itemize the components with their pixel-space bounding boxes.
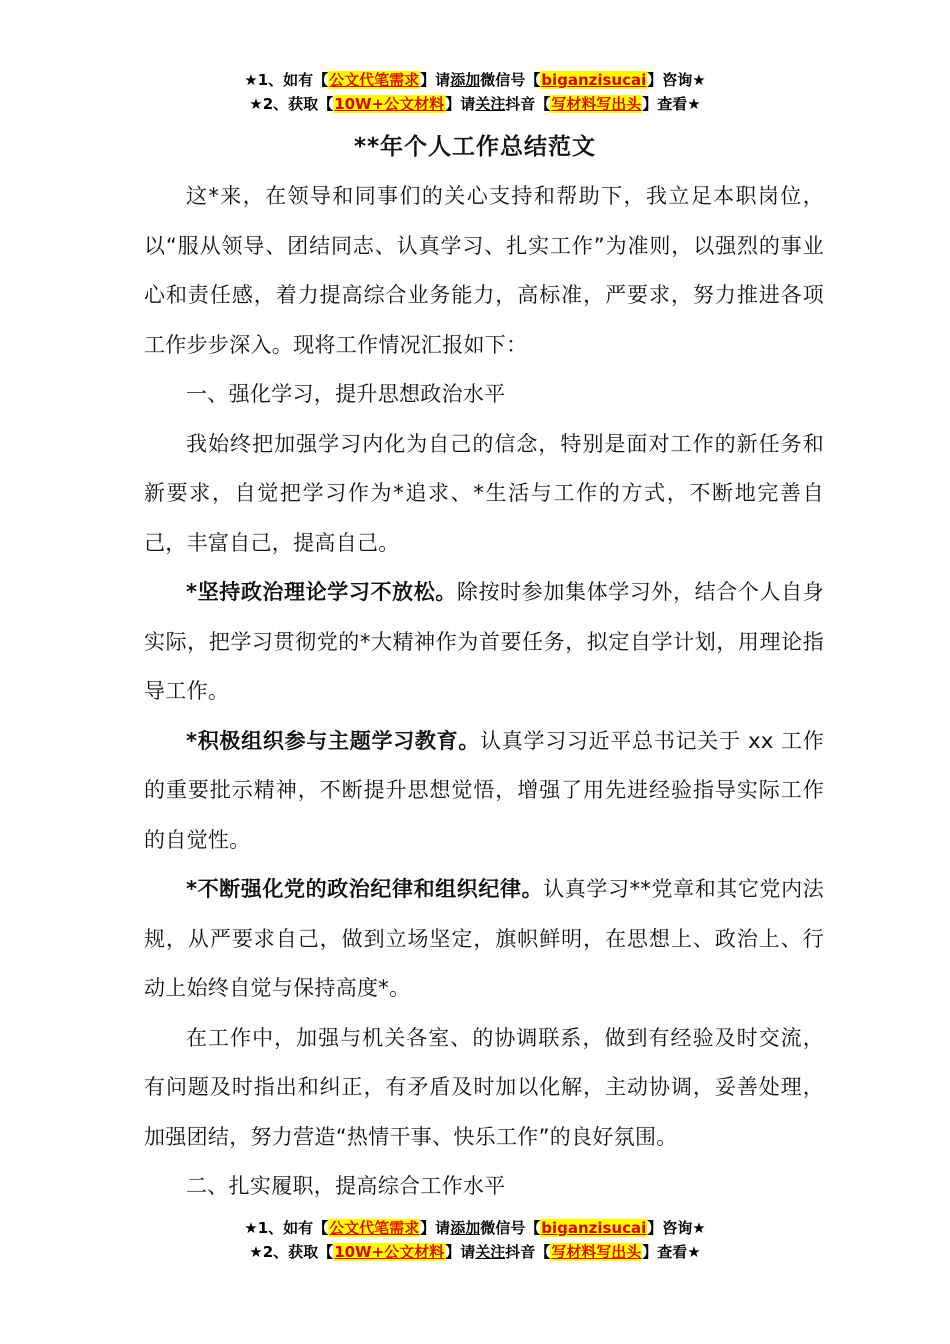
list-item-2: *积极组织参与主题学习教育。认真学习习近平总书记关于 xx 工作的重要批示精神，不断提升思想觉悟，增强了用先进经验指导实际工作的自觉性。: [144, 728, 824, 852]
document-title: **年个人工作总结范文: [353, 134, 597, 160]
promo-highlight: 10W+公文材料: [334, 95, 445, 113]
promo-highlight: 公文代笔需求: [329, 71, 420, 89]
work-paragraph: 在工作中，加强与机关各室、的协调联系，做到有经验及时交流，有问题及时指出和纠正，有矛盾及时加以化解，主动协调，妥善处理，加强团结，努力营造“热情干事、快乐工作”的良好氛围。: [144, 1025, 824, 1149]
item-lead: *积极组织参与主题学习教育。: [186, 728, 481, 753]
promo-banner-top: [0, 68, 950, 116]
section-heading-2: 二、扎实履职，提高综合工作水平: [186, 1174, 506, 1198]
promo-banner-bottom: [0, 1216, 950, 1264]
item-lead: *不断强化党的政治纪律和组织纪律。: [186, 877, 544, 901]
list-item-1: *坚持政治理论学习不放松。除按时参加集体学习外，结合个人自身实际，把学习贯彻党的*大精神作为首要任务，拟定自学计划，用理论指导工作。: [144, 580, 824, 703]
promo-line-2: ★2、获取【10W+公文材料】请关注抖音【写材料写出头】查看★: [249, 1243, 701, 1261]
document-body: [144, 172, 824, 1212]
promo-douyin-name: 写材料写出头: [551, 1243, 642, 1261]
promo-highlight: 10W+公文材料: [334, 1243, 445, 1261]
promo-line-1: ★1、如有【公文代笔需求】请添加微信号【biganzisucai】咨询★: [244, 1219, 706, 1237]
promo-wechat-id: biganzisucai: [541, 71, 647, 89]
promo-wechat-id: biganzisucai: [541, 1219, 647, 1237]
promo-line-1: ★1、如有【公文代笔需求】请添加微信号【biganzisucai】咨询★: [244, 71, 706, 89]
list-item-3: *不断强化党的政治纪律和组织纪律。认真学习**党章和其它党内法规，从严要求自己，做到立场坚定，旗帜鲜明，在思想上、政治上、行动上始终自觉与保持高度*。: [144, 877, 824, 1000]
promo-douyin-name: 写材料写出头: [551, 95, 642, 113]
section-heading-1: 一、强化学习，提升思想政治水平: [186, 382, 506, 406]
intro-paragraph: 这*来，在领导和同事们的关心支持和帮助下，我立足本职岗位，以“服从领导、团结同志、认真学习、扎实工作”为准则，以强烈的事业心和责任感，着力提高综合业务能力，高标准，严要求，努力推进各项工作步步深入。现将工作情况汇报如下：: [144, 184, 824, 357]
section-1-paragraph: 我始终把加强学习内化为自己的信念，特别是面对工作的新任务和新要求，自觉把学习作为*追求、*生活与工作的方式，不断地完善自己，丰富自己，提高自己。: [144, 431, 824, 555]
promo-line-2: ★2、获取【10W+公文材料】请关注抖音【写材料写出头】查看★: [249, 95, 701, 113]
promo-highlight: 公文代笔需求: [329, 1219, 420, 1237]
item-lead: *坚持政治理论学习不放松。: [186, 580, 457, 604]
